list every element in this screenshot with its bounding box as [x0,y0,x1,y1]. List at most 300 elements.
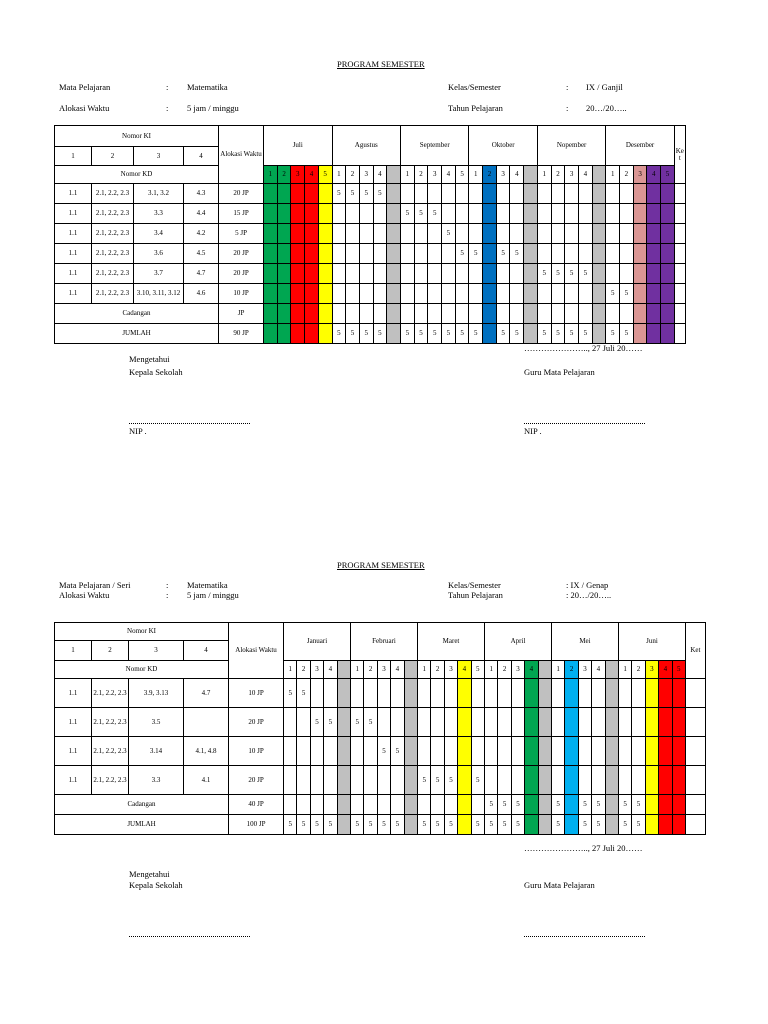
week-cell [605,679,618,708]
week-cell [332,204,346,224]
week-cell [431,679,444,708]
tahun-value: 20…/20….. [586,103,627,113]
week-cell: 5 [620,324,634,344]
week-cell [414,264,428,284]
week-cell: 5 [400,204,414,224]
week-cell [387,204,401,224]
week-cell: 5 [418,815,431,835]
week-cell: 5 [510,324,524,344]
week-cell [442,264,456,284]
ket-cell [674,244,685,264]
week-cell [592,737,605,766]
week-cell [496,184,510,204]
week-number: 4 [647,166,661,184]
week-cell [442,244,456,264]
week-cell [324,679,337,708]
week-cell: 5 [471,766,484,795]
week-cell [605,766,618,795]
kd-2-cell: 2.1, 2.2, 2.3 [92,708,129,737]
week-number: 3 [645,661,658,679]
month-header: Maret [418,623,485,661]
week-cell [264,224,278,244]
jumlah-label: JUMLAH [55,815,229,835]
week-number: 3 [511,661,524,679]
week-cell: 5 [310,815,323,835]
week-cell [605,815,618,835]
week-cell: 5 [498,815,511,835]
ket-cell [674,264,685,284]
week-cell [458,795,471,815]
jp-cell: 20 JP [229,766,284,795]
week-cell [537,224,551,244]
week-cell [377,679,390,708]
week-cell: 5 [431,766,444,795]
table-row [55,284,686,304]
kd-3-cell: 3.5 [129,708,184,737]
week-cell [297,795,310,815]
signature-line [129,423,250,424]
week-number: 2 [414,166,428,184]
week-cell [337,737,350,766]
alokasi-value: 5 jam / minggu [187,590,239,600]
week-cell [277,224,291,244]
table-row [55,184,686,204]
week-cell [525,708,538,737]
week-cell [431,795,444,815]
week-cell [645,795,658,815]
week-cell [483,224,497,244]
week-cell [318,204,332,224]
week-cell [672,737,685,766]
week-number: 3 [377,661,390,679]
week-cell [404,766,417,795]
week-cell: 5 [496,244,510,264]
week-number: 1 [332,166,346,184]
week-number: 2 [498,661,511,679]
week-cell: 5 [632,795,645,815]
week-cell [471,708,484,737]
ket-cell [674,284,685,304]
jumlah-label: JUMLAH [55,324,219,344]
cadangan-label: Cadangan [55,304,219,324]
week-cell [551,766,564,795]
week-cell [578,304,592,324]
week-cell [496,304,510,324]
date-line: ………………….., 27 Juli 20…… [524,343,643,353]
week-cell [605,795,618,815]
week-cell [592,224,606,244]
colon: : [166,103,169,113]
week-cell [537,284,551,304]
week-number: 3 [428,166,442,184]
cadangan-row [55,795,706,815]
kd-2-cell: 2.1, 2.2, 2.3 [92,224,134,244]
week-number: 2 [297,661,310,679]
kd-4-cell: 4.1 [184,766,229,795]
week-cell [387,264,401,284]
kd-2-cell: 2.1, 2.2, 2.3 [92,679,129,708]
cadangan-row [55,304,686,324]
page-title: PROGRAM SEMESTER [337,560,425,570]
week-cell [359,304,373,324]
table-row [55,766,706,795]
week-cell [455,284,469,304]
week-cell [525,679,538,708]
guru-label: Guru Mata Pelajaran [524,367,595,377]
ki-number: 2 [92,641,129,661]
week-cell [324,737,337,766]
week-cell [364,737,377,766]
week-cell: 5 [618,815,631,835]
week-cell [373,244,387,264]
week-cell [444,679,457,708]
week-number: 1 [264,166,278,184]
week-cell [606,264,620,284]
week-cell [551,184,565,204]
week-cell [297,737,310,766]
week-cell [346,224,360,244]
week-cell [510,184,524,204]
week-cell [305,224,319,244]
week-cell: 5 [377,815,390,835]
week-cell [351,795,364,815]
week-number: 4 [305,166,319,184]
week-cell [672,766,685,795]
week-cell [444,708,457,737]
week-cell [284,795,297,815]
table-row [55,244,686,264]
nomor-kd-header: Nomor KD [55,166,219,184]
week-cell: 5 [592,795,605,815]
week-cell [346,264,360,284]
week-number: 3 [578,661,591,679]
week-cell [551,204,565,224]
jp-cell: 90 JP [219,324,264,344]
week-cell [291,244,305,264]
ket-cell [685,679,705,708]
week-cell [337,708,350,737]
week-cell [605,708,618,737]
week-cell [592,324,606,344]
week-number: 4 [578,166,592,184]
week-cell [551,708,564,737]
ki-1-cell: 1.1 [55,224,92,244]
week-cell: 5 [414,324,428,344]
week-cell [305,264,319,284]
week-cell [592,708,605,737]
week-cell: 5 [442,324,456,344]
week-number: 1 [606,166,620,184]
jp-cell: 20 JP [219,244,264,264]
kd-3-cell: 3.6 [134,244,184,264]
week-cell [277,184,291,204]
ket-header: Ket [685,623,705,679]
week-cell [264,304,278,324]
week-cell [633,324,647,344]
kd-4-cell: 4.3 [184,184,219,204]
week-number: 2 [620,166,634,184]
cadangan-label: Cadangan [55,795,229,815]
kd-3-cell: 3.1, 3.2 [134,184,184,204]
week-cell [404,708,417,737]
week-cell [404,795,417,815]
week-cell [359,204,373,224]
ket-cell [685,737,705,766]
week-cell [538,708,551,737]
week-cell: 5 [442,224,456,244]
week-cell [400,304,414,324]
week-cell [277,244,291,264]
week-cell: 5 [391,815,404,835]
week-cell [565,244,579,264]
week-cell: 5 [364,708,377,737]
week-cell [471,679,484,708]
week-number: 3 [496,166,510,184]
week-cell [537,244,551,264]
kd-2-cell: 2.1, 2.2, 2.3 [92,204,134,224]
week-cell [565,737,578,766]
week-number: 4 [510,166,524,184]
ki-number: 1 [55,641,92,661]
kd-3-cell: 3.9, 3.13 [129,679,184,708]
week-cell [632,679,645,708]
week-cell [592,204,606,224]
week-cell [373,304,387,324]
week-cell [305,324,319,344]
week-cell [620,204,634,224]
jp-cell: 10 JP [229,737,284,766]
week-cell: 5 [511,795,524,815]
week-cell [661,224,675,244]
week-cell [565,708,578,737]
week-cell [483,204,497,224]
week-cell [647,304,661,324]
week-number: 5 [318,166,332,184]
week-cell [511,766,524,795]
month-header: Juli [264,126,332,166]
week-number: 4 [592,661,605,679]
ki-1-cell: 1.1 [55,708,92,737]
week-cell [428,264,442,284]
week-cell [284,708,297,737]
week-number: 1 [537,166,551,184]
jp-cell: 20 JP [219,184,264,204]
week-cell [291,284,305,304]
mapel-label: Mata Pelajaran / Seri [59,580,131,590]
week-number: 4 [442,166,456,184]
week-cell [633,184,647,204]
week-cell [485,679,498,708]
week-cell [469,264,483,284]
week-cell [659,766,672,795]
week-cell [364,766,377,795]
week-number: 2 [431,661,444,679]
week-number: 4 [373,166,387,184]
header-row [55,166,686,184]
week-number: 2 [364,661,377,679]
week-cell [524,244,538,264]
week-cell [525,737,538,766]
week-cell [442,204,456,224]
week-cell [647,324,661,344]
table-row [55,224,686,244]
week-cell [524,184,538,204]
week-cell [632,766,645,795]
week-cell [620,264,634,284]
week-cell [305,304,319,324]
week-cell: 5 [578,795,591,815]
kd-2-cell: 2.1, 2.2, 2.3 [92,284,134,304]
week-cell [496,264,510,284]
week-cell [647,244,661,264]
week-cell [318,264,332,284]
week-cell [428,224,442,244]
week-cell [428,184,442,204]
week-cell [458,766,471,795]
week-cell [592,766,605,795]
week-cell: 5 [471,815,484,835]
ki-number: 3 [129,641,184,661]
week-cell [431,708,444,737]
week-cell [592,304,606,324]
kd-4-cell: 4.2 [184,224,219,244]
nip-label: NIP . [129,426,147,436]
week-cell [551,224,565,244]
week-cell [524,224,538,244]
week-cell [387,324,401,344]
program-semester-table [54,622,706,835]
week-cell [318,324,332,344]
week-cell [633,244,647,264]
tahun-value: : 20…/20….. [566,590,612,600]
kd-4-cell: 4.5 [184,244,219,264]
week-cell [551,679,564,708]
ki-number: 4 [184,147,219,166]
week-number [592,166,606,184]
week-cell: 5 [565,324,579,344]
week-cell [291,304,305,324]
ki-1-cell: 1.1 [55,244,92,264]
week-cell [444,737,457,766]
week-cell [469,204,483,224]
mapel-value: Matematika [187,82,228,92]
week-cell [404,815,417,835]
signature-line [129,936,250,937]
week-cell [511,679,524,708]
week-cell [337,766,350,795]
week-cell: 5 [444,815,457,835]
week-cell: 5 [444,766,457,795]
week-cell [632,708,645,737]
week-cell [404,679,417,708]
mengetahui-text: Mengetahui [129,869,170,879]
week-cell [404,737,417,766]
week-cell [565,184,579,204]
week-cell [496,204,510,224]
jp-cell: 100 JP [229,815,284,835]
week-cell [592,264,606,284]
week-cell [469,304,483,324]
week-cell [510,224,524,244]
week-cell: 5 [391,737,404,766]
week-number: 3 [444,661,457,679]
week-cell [659,815,672,835]
week-number: 2 [483,166,497,184]
week-cell: 5 [498,795,511,815]
signature-line [524,936,645,937]
week-number: 1 [551,661,564,679]
week-cell [264,244,278,264]
week-cell [565,304,579,324]
week-number: 3 [565,166,579,184]
week-cell: 5 [431,815,444,835]
week-cell [414,244,428,264]
week-cell [645,708,658,737]
ket-cell [674,324,685,344]
week-cell [645,766,658,795]
week-cell [524,304,538,324]
mapel-value: Matematika [187,580,228,590]
week-number: 4 [324,661,337,679]
week-cell [318,304,332,324]
ki-number: 1 [55,147,92,166]
alokasi-waktu-header: Alokasi Waktu [219,126,264,184]
week-cell [632,737,645,766]
week-cell [661,184,675,204]
kd-3-cell: 3.3 [134,204,184,224]
week-cell [498,737,511,766]
week-cell [647,204,661,224]
ket-cell [674,304,685,324]
week-cell [305,204,319,224]
week-cell [538,815,551,835]
week-cell [538,737,551,766]
alokasi-waktu-header: Alokasi Waktu [229,623,284,679]
week-cell [418,708,431,737]
week-cell [672,795,685,815]
tahun-label: Tahun Pelajaran [448,590,503,600]
week-number: 2 [277,166,291,184]
week-cell: 5 [606,284,620,304]
week-cell [351,766,364,795]
week-cell: 5 [351,815,364,835]
week-cell [525,766,538,795]
week-cell [578,204,592,224]
week-number: 1 [485,661,498,679]
kelas-value: : IX / Genap [566,580,609,590]
week-number [387,166,401,184]
week-cell [498,679,511,708]
week-cell [310,795,323,815]
month-header: Oktober [469,126,537,166]
week-cell [647,264,661,284]
week-cell: 5 [551,815,564,835]
week-cell: 5 [606,324,620,344]
week-cell [551,304,565,324]
week-number [404,661,417,679]
week-cell [291,224,305,244]
ket-cell [674,224,685,244]
jp-cell: 15 JP [219,204,264,224]
week-cell [661,204,675,224]
week-cell [483,304,497,324]
ket-cell [674,204,685,224]
week-number: 1 [351,661,364,679]
jp-cell: 10 JP [219,284,264,304]
week-cell [471,795,484,815]
week-cell [565,679,578,708]
week-cell [633,224,647,244]
